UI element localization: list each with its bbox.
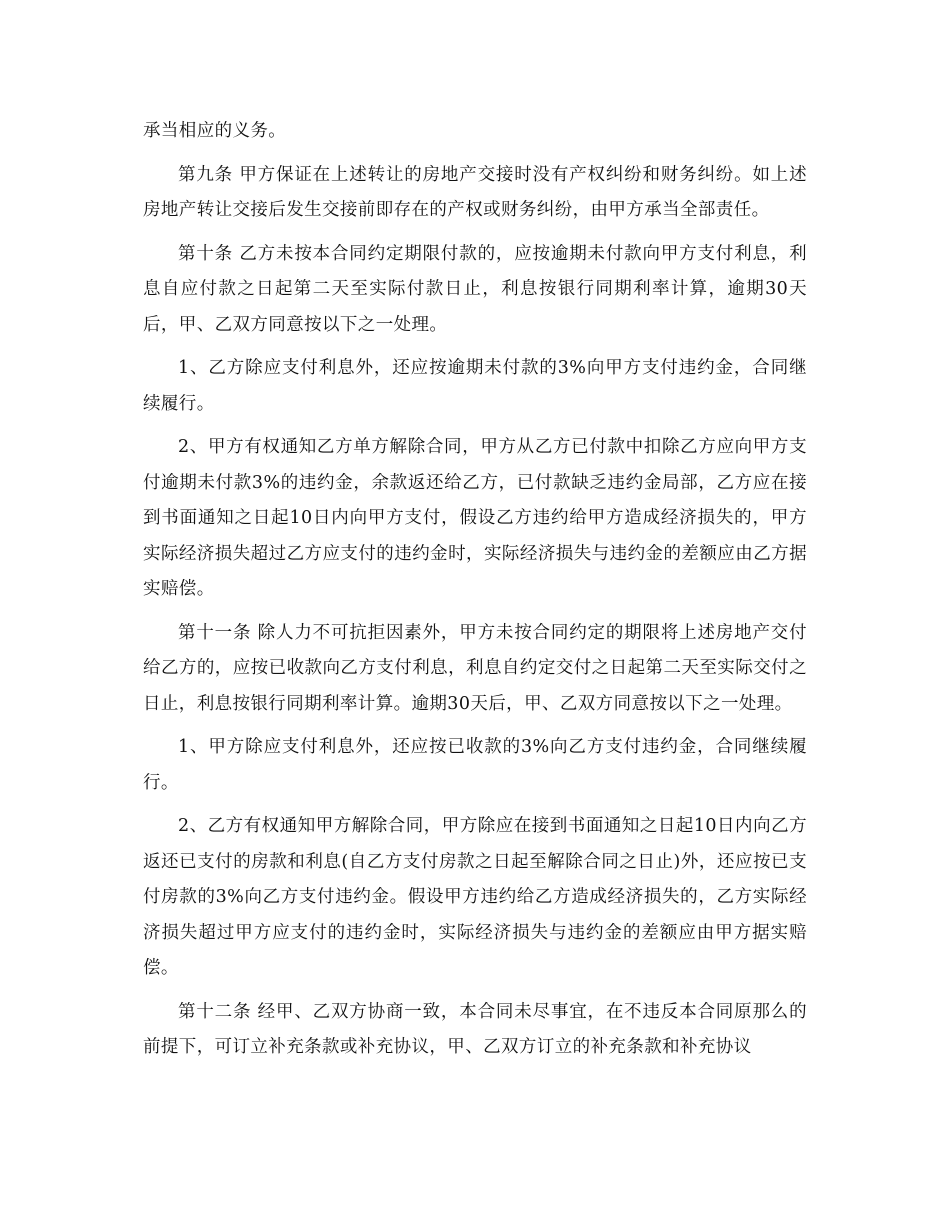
document-page <box>143 114 807 1074</box>
paragraph-article-11: 第十一条 除人力不可抗拒因素外，甲方未按合同约定的期限将上述房地产交付给乙方的，应按已收款向乙方支付利息，利息自约定交付之日起第二天至实际交付之日止，利息按银行同期利率计算。逾期30天后，甲、乙双方同意按以下之一处理。 <box>143 622 807 714</box>
paragraph-article-10-item-2: 2、甲方有权通知乙方单方解除合同，甲方从乙方已付款中扣除乙方应向甲方支付逾期未付款3%的违约金，余款返还给乙方，已付款缺乏违约金局部，乙方应在接到书面通知之日起10日内向甲方支付，假设乙方违约给甲方造成经济损失的，甲方实际经济损失超过乙方应支付的违约金时，实际经济损失与违约金的差额应由乙方据实赔偿。 <box>143 437 807 599</box>
paragraph-article-12: 第十二条 经甲、乙双方协商一致，本合同未尽事宜，在不违反本合同原那么的前提下，可订立补充条款或补充协议，甲、乙双方订立的补充条款和补充协议 <box>143 1001 807 1057</box>
paragraph-continuation: 承当相应的义务。 <box>143 121 287 141</box>
paragraph-article-10: 第十条 乙方未按本合同约定期限付款的，应按逾期未付款向甲方支付利息，利息自应付款之日起第二天至实际付款日止，利息按银行同期利率计算，逾期30天后，甲、乙双方同意按以下之一处理。 <box>143 243 807 335</box>
paragraph-article-11-item-1: 1、甲方除应支付利息外，还应按已收款的3%向乙方支付违约金，合同继续履行。 <box>143 737 807 793</box>
paragraph-article-9: 第九条 甲方保证在上述转让的房地产交接时没有产权纠纷和财务纠纷。如上述房地产转让交接后发生交接前即存在的产权或财务纠纷，由甲方承当全部责任。 <box>143 164 807 220</box>
paragraph-article-10-item-1: 1、乙方除应支付利息外，还应按逾期未付款的3%向甲方支付违约金，合同继续履行。 <box>143 358 807 414</box>
paragraph-article-11-item-2: 2、乙方有权通知甲方解除合同，甲方除应在接到书面通知之日起10日内向乙方返还已支付的房款和利息(自乙方支付房款之日起至解除合同之日止)外，还应按已支付房款的3%向乙方支付违约金。假设甲方违约给乙方造成经济损失的，乙方实际经济损失超过甲方应支付的违约金时，实际经济损失与违约金的差额应由甲方据实赔偿。 <box>143 816 807 978</box>
